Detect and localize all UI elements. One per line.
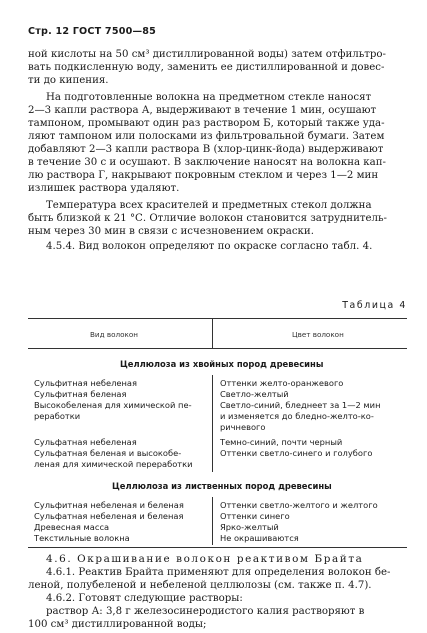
text-line: добавляют 2—3 капли раствора В (хлор-цинк-йода) выдерживают [28,144,384,155]
text-line: ти до кипения. [28,75,109,86]
text-line: ным через 30 мин в связи с исчезновением окраски. [28,226,314,237]
section-hardwood: Целлюлоза из лиственных пород древесины [112,481,332,491]
column-header-fiber-type: Вид волокон [90,330,138,339]
text-line: леной, полубеленой и небеленой целлюлозы (см. также п. 4.7). [28,580,372,591]
table-header-rule [28,348,407,349]
text-line: Температура всех красителей и предметных стекол должна [46,200,372,211]
table-column-divider [212,375,213,472]
text-line: ляют тампоном или полосками из фильтровальной бумаги. Затем [28,131,385,142]
table-cell: реработки [34,411,81,421]
table-cell: Оттенки светло-синего и голубого [220,448,373,458]
text-line: лю раствора Г, накрывают покровным стеклом и через 1—2 мин [28,170,379,181]
table-cell: Не окрашиваются [220,533,299,543]
table-cell: и изменяется до бледно-желто-ко- [220,411,374,421]
table-cell: Оттенки светло-желтого и желтого [220,500,378,510]
text-line: ной кислоты на 50 см³ дистиллированной воды) затем отфильтро- [28,49,386,60]
table-cell: Сульфитная небеленая и беленая [34,500,184,510]
text-line: На подготовленные волокна на предметном стекле наносят [46,92,372,103]
table-cell: леная для химической переработки [34,459,193,469]
table-cell: Темно-синий, почти черный [220,437,343,447]
table-cell: Сульфатная небеленая и беленая [34,511,184,521]
table-cell: Оттенки желто-оранжевого [220,378,344,388]
paragraph-4-5-4: 4.5.4. Вид волокон определяют по окраске согласно табл. 4. [46,241,373,252]
text-line: излишек раствора удаляют. [28,183,180,194]
text-line: в течение 30 с и осушают. В заключение наносят на волокна кап- [28,157,386,168]
table-header-divider [212,318,213,348]
text-line: 2—3 капли раствора А, выдерживают в течение 1 мин, осушают [28,105,377,116]
table-top-rule [28,318,407,319]
text-line: раствор А: 3,8 г железосинеродистого калия растворяют в [46,606,365,617]
column-header-fiber-color: Цвет волокон [292,330,344,339]
table-cell: Древесная масса [34,522,110,532]
text-line: быть близкой к 21 °С. Отличие волокон становится затруднитель- [28,213,387,224]
paragraph-4-6-2: 4.6.2. Готовят следующие растворы: [46,593,243,604]
text-line: 100 см³ дистиллированной воды; [28,619,207,630]
table-cell: Высокобеленая для химической пе- [34,400,192,410]
table-column-divider [212,497,213,545]
table-cell: Светло-синий, бледнеет за 1—2 мин [220,400,381,410]
table-caption: Таблица 4 [342,300,407,311]
text-line: вать подкисленную воду, заменить ее дистиллированной и довес- [28,62,385,73]
page-header: Стр. 12 ГОСТ 7500—85 [28,26,156,37]
table-cell: Сульфитная небеленая [34,378,138,388]
table-cell: Ярко-желтый [220,522,279,532]
table-cell: Сульфатная беленая и высокобе- [34,448,182,458]
table-bottom-rule [28,547,407,548]
table-cell: ричневого [220,422,266,432]
table-cell: Сульфатная небеленая [34,437,137,447]
table-cell: Текстильные волокна [34,533,130,543]
text-line: 4.6.1. Реактив Брайта применяют для определения волокон бе- [46,567,391,578]
section-heading-4-6: 4.6. Окрашивание волокон реактивом Брайта [46,553,364,565]
text-line: тампоном, промывают один раз раствором Б, который также уда- [28,118,385,129]
table-cell: Сульфитная беленая [34,389,127,399]
section-softwood: Целлюлоза из хвойных пород древесины [120,359,324,369]
table-cell: Оттенки синего [220,511,290,521]
table-cell: Светло-желтый [220,389,289,399]
